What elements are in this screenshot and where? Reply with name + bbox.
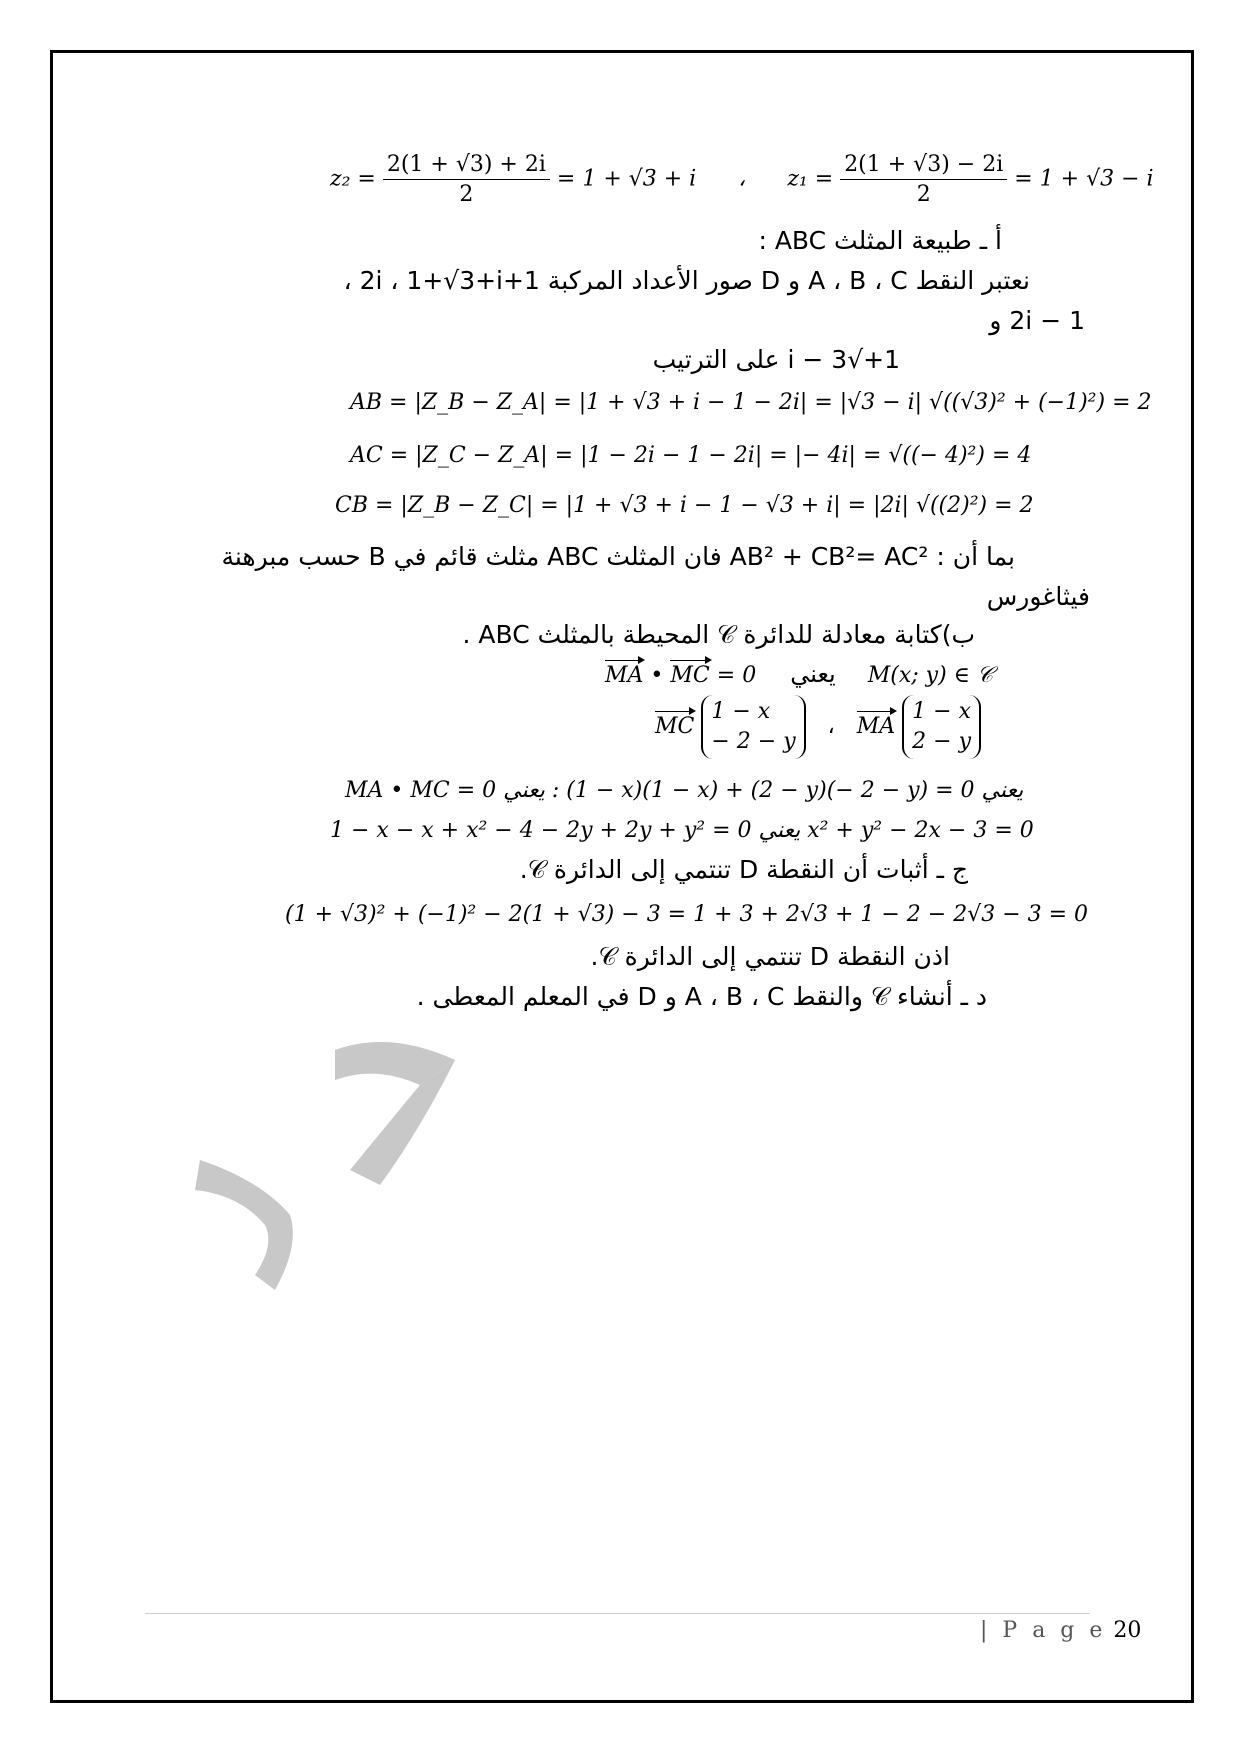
z1-numerator: 2(1 + √3) − 2i bbox=[840, 152, 1007, 180]
section-a-intro-line1: نعتبر النقط A ، B ، C و D صور الأعداد المركبة 1+2i ، 1+√3+i ، bbox=[343, 266, 1030, 295]
vec-ma-name: MA bbox=[856, 714, 896, 739]
z2-rhs: = 1 + √3 + i bbox=[556, 166, 697, 192]
footer-divider bbox=[145, 1613, 1090, 1614]
vectors-separator: ، bbox=[827, 714, 835, 739]
z1-denominator: 2 bbox=[916, 182, 931, 207]
z2-fraction bbox=[383, 152, 550, 207]
section-d-heading: د ـ أنشاء 𝒞 والنقط A ، B ، C و D في المعلم المعطى . bbox=[416, 982, 987, 1011]
vec-ma-label: MA bbox=[605, 663, 644, 688]
dot-product-line: MA • MC = 0 يعني : (1 − x)(1 − x) + (2 − y)(− 2 − y) = 0 يعني bbox=[345, 778, 1024, 803]
vec-mc-label: MC bbox=[670, 663, 710, 688]
condition-line: MA • MC = 0 يعني M(x; y) ∈ 𝒞 bbox=[605, 660, 993, 688]
z1-rhs: = 1 + √3 − i bbox=[1014, 166, 1154, 192]
section-a-conclusion-line2: فيثاغورس bbox=[986, 582, 1090, 611]
vec-mc-top: 1 − x bbox=[711, 699, 771, 724]
point-d-check: (1 + √3)² + (−1)² − 2(1 + √3) − 3 = 1 + 3 + 2√3 + 1 − 2 − 2√3 − 3 = 0 bbox=[285, 902, 1089, 927]
vec-mc-components bbox=[701, 695, 805, 759]
page-number-value: 20 bbox=[1113, 1618, 1142, 1643]
z2-numerator: 2(1 + √3) + 2i bbox=[383, 152, 550, 180]
vec-ma-components bbox=[902, 695, 981, 759]
section-a-intro-line2: 1 − 2i و bbox=[989, 306, 1085, 335]
page-label: | P a g e bbox=[980, 1618, 1107, 1643]
section-a-conclusion-line1: بما أن : AB² + CB²= AC² فان المثلث ABC مثلث قائم في B حسب مبرهنة bbox=[221, 542, 1015, 571]
vec-ma-bottom: 2 − y bbox=[912, 729, 972, 754]
section-a-intro-line3: 1+√3 − i على الترتيب bbox=[652, 345, 900, 374]
cb-equation: CB = |Z_B − Z_C| = |1 + √3 + i − 1 − √3 + i| = |2i| √((2)²) = 2 bbox=[335, 493, 1034, 518]
z1-lhs: z₁ = bbox=[787, 166, 834, 192]
ac-equation: AC = |Z_C − Z_A| = |1 − 2i − 1 − 2i| = |− 4i| = √((− 4)²) = 4 bbox=[350, 443, 1032, 468]
z2-lhs: z₂ = bbox=[330, 166, 376, 192]
expand-line: 1 − x − x + x² − 4 − 2y + 2y + y² = 0 يعني x² + y² − 2x − 3 = 0 bbox=[330, 818, 1034, 843]
vec-mc-bottom: − 2 − y bbox=[711, 729, 796, 754]
section-c-conclusion: اذن النقطة D تنتمي إلى الدائرة 𝒞. bbox=[590, 942, 950, 971]
watermark-logo bbox=[180, 1010, 500, 1310]
vec-mc-name: MC bbox=[655, 714, 695, 739]
condition-math: M(x; y) ∈ 𝒞 bbox=[867, 663, 993, 688]
z-values-equation bbox=[330, 152, 1154, 207]
section-b-heading: ب)كتابة معادلة للدائرة 𝒞 المحيطة بالمثلث ABC . bbox=[462, 620, 975, 649]
page-number bbox=[980, 1618, 1141, 1643]
condition-word: يعني bbox=[790, 660, 836, 688]
section-a-heading: أ ـ طبيعة المثلث ABC : bbox=[758, 226, 1002, 255]
z1-fraction bbox=[840, 152, 1007, 207]
vectors-line bbox=[655, 695, 981, 759]
ab-equation: AB = |Z_B − Z_A| = |1 + √3 + i − 1 − 2i| = |√3 − i| √((√3)² + (−1)²) = 2 bbox=[350, 390, 1152, 415]
section-c-heading: ج ـ أثبات أن النقطة D تنتمي إلى الدائرة 𝒞. bbox=[519, 855, 968, 884]
z-separator: ، bbox=[738, 166, 746, 192]
z2-denominator: 2 bbox=[459, 182, 474, 207]
vec-ma-top: 1 − x bbox=[912, 699, 971, 724]
